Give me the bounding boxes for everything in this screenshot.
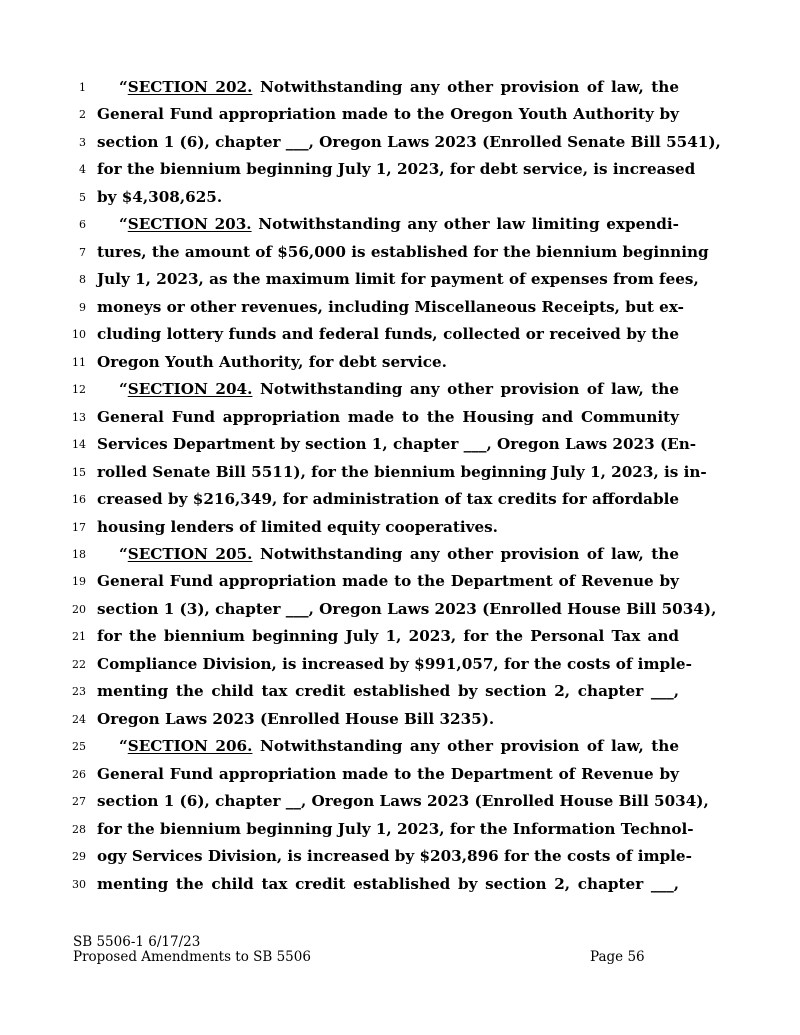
line-body: cluding lottery funds and federal funds, collected or received by the: [97, 325, 679, 344]
text-line: [0, 652, 800, 679]
text-line: [0, 734, 800, 761]
line-number: 21: [72, 630, 86, 644]
text-line: [0, 350, 800, 377]
line-text: [97, 844, 692, 868]
bill-version: SB 5506-1 6/17/23: [73, 934, 201, 950]
line-number: 8: [79, 273, 86, 287]
line-number: 12: [72, 383, 86, 397]
line-text: [97, 267, 699, 291]
text-line: [0, 75, 800, 102]
line-body: creased by $216,349, for administration of tax credits for affordable: [97, 490, 679, 509]
text-line: [0, 624, 800, 651]
text-line: [0, 322, 800, 349]
line-number: 9: [79, 300, 86, 314]
line-text: [97, 102, 679, 126]
line-number: 4: [79, 163, 86, 177]
line-text: [97, 597, 717, 621]
line-number: 24: [72, 712, 86, 726]
line-text: [97, 460, 707, 484]
line-body: for the biennium beginning July 1, 2023, for the Personal Tax and: [97, 627, 679, 646]
line-body: Services Department by section 1, chapter ___, Oregon Laws 2023 (En-: [97, 435, 697, 454]
open-quote: “: [119, 380, 128, 399]
line-body: housing lenders of limited equity cooperatives.: [97, 517, 498, 536]
line-number: 25: [72, 740, 86, 754]
line-body: Notwithstanding any other provision of law, the: [252, 78, 680, 96]
text-line: [0, 212, 800, 239]
line-number: 1: [79, 81, 86, 94]
line-number: 29: [72, 850, 86, 864]
line-text: [97, 515, 679, 539]
line-body: for the biennium beginning July 1, 2023, for the Information Technol-: [97, 819, 694, 838]
line-number: 26: [72, 767, 86, 781]
text-line: [0, 102, 800, 129]
text-line: [0, 240, 800, 267]
text-line: [0, 295, 800, 322]
text-line: [0, 157, 800, 184]
line-body: for the biennium beginning July 1, 2023, for debt service, is increased: [97, 160, 696, 179]
text-line: [0, 679, 800, 706]
line-body: Notwithstanding any other provision of law, the: [252, 737, 680, 756]
line-text: [97, 322, 679, 346]
line-body: July 1, 2023, as the maximum limit for payment of expenses from fees,: [97, 270, 699, 289]
page-footer: [73, 935, 663, 965]
text-line: [0, 569, 800, 596]
line-number: 10: [72, 328, 86, 342]
line-text: [97, 405, 679, 429]
text-line: [0, 185, 800, 212]
line-body: rolled Senate Bill 5511), for the biennium beginning July 1, 2023, is in-: [97, 462, 707, 481]
open-quote: “: [119, 215, 128, 234]
open-quote: “: [119, 544, 128, 563]
line-number: 2: [79, 108, 86, 122]
text-line: [0, 542, 800, 569]
line-number: 17: [72, 520, 86, 534]
line-number: 20: [72, 602, 86, 616]
line-text: [97, 817, 694, 841]
line-body: Compliance Division, is increased by $991,057, for the costs of imple-: [97, 654, 692, 673]
line-text: [97, 157, 696, 181]
line-body: Oregon Youth Authority, for debt service.: [97, 352, 447, 371]
line-body: by $4,308,625.: [97, 187, 223, 206]
line-number: 18: [72, 547, 86, 561]
text-line: [0, 872, 800, 899]
line-text: [97, 624, 679, 648]
line-body: General Fund appropriation made to the Department of Revenue by: [97, 572, 679, 591]
line-text: [119, 542, 679, 566]
line-number: 16: [72, 493, 86, 507]
line-number: 11: [72, 355, 86, 369]
bill-text: [0, 75, 800, 899]
text-line: [0, 707, 800, 734]
line-text: [119, 75, 679, 99]
section-heading: SECTION 204.: [127, 380, 253, 399]
text-line: [0, 789, 800, 816]
line-number: 6: [79, 218, 86, 232]
line-number: 22: [72, 657, 86, 671]
line-text: [97, 432, 697, 456]
line-number: 28: [72, 822, 86, 836]
line-number: 13: [72, 410, 86, 424]
line-number: 3: [79, 135, 86, 149]
line-text: [97, 185, 679, 209]
line-text: [119, 734, 679, 758]
line-body: ogy Services Division, is increased by $203,896 for the costs of imple-: [97, 847, 692, 866]
line-text: [97, 762, 679, 786]
open-quote: “: [119, 737, 128, 756]
line-body: section 1 (3), chapter ___, Oregon Laws 2023 (Enrolled House Bill 5034),: [97, 599, 717, 618]
line-body: section 1 (6), chapter ___, Oregon Laws 2023 (Enrolled Senate Bill 5541),: [97, 132, 721, 151]
amendment-description: Proposed Amendments to SB 5506: [73, 949, 311, 965]
line-body: General Fund appropriation made to the Oregon Youth Authority by: [97, 105, 679, 124]
line-text: [97, 350, 679, 374]
line-number: 15: [72, 465, 86, 479]
line-text: [97, 240, 709, 264]
text-line: [0, 130, 800, 157]
line-body: Oregon Laws 2023 (Enrolled House Bill 3235).: [97, 709, 495, 728]
line-number: 27: [72, 795, 86, 809]
line-body: tures, the amount of $56,000 is established for the biennium beginning: [97, 242, 709, 261]
section-heading: SECTION 202.: [127, 78, 253, 96]
line-text: [97, 569, 679, 593]
text-line: [0, 460, 800, 487]
text-line: [0, 762, 800, 789]
line-body: General Fund appropriation made to the Department of Revenue by: [97, 764, 679, 783]
line-number: 7: [79, 245, 86, 259]
line-text: [97, 652, 692, 676]
line-body: Notwithstanding any other provision of law, the: [252, 544, 680, 563]
page-number: Page 56: [590, 949, 645, 965]
line-body: menting the child tax credit established by section 2, chapter ___,: [97, 874, 679, 893]
line-text: [97, 487, 679, 511]
line-text: [97, 872, 679, 896]
line-text: [97, 789, 709, 813]
text-line: [0, 817, 800, 844]
line-number: 19: [72, 575, 86, 589]
text-line: [0, 267, 800, 294]
text-line: [0, 515, 800, 542]
line-body: Notwithstanding any other law limiting expendi-: [251, 215, 679, 234]
line-text: [97, 130, 721, 154]
line-number: 5: [79, 190, 86, 204]
line-body: Notwithstanding any other provision of law, the: [252, 380, 680, 399]
section-heading: SECTION 205.: [127, 544, 253, 563]
line-number: 30: [72, 877, 86, 891]
line-body: section 1 (6), chapter __, Oregon Laws 2023 (Enrolled House Bill 5034),: [97, 792, 709, 811]
line-text: [97, 295, 684, 319]
section-heading: SECTION 203.: [127, 215, 252, 234]
line-text: [119, 377, 679, 401]
line-body: moneys or other revenues, including Miscellaneous Receipts, but ex-: [97, 297, 684, 316]
line-text: [97, 679, 679, 703]
line-number: 14: [72, 438, 86, 452]
text-line: [0, 487, 800, 514]
text-line: [0, 432, 800, 459]
text-line: [0, 597, 800, 624]
text-line: [0, 377, 800, 404]
section-heading: SECTION 206.: [127, 737, 253, 756]
line-number: 23: [72, 685, 86, 699]
line-text: [97, 707, 679, 731]
text-line: [0, 844, 800, 871]
line-body: menting the child tax credit established by section 2, chapter ___,: [97, 682, 679, 701]
line-text: [119, 212, 679, 236]
text-line: [0, 405, 800, 432]
open-quote: “: [119, 78, 128, 96]
line-body: General Fund appropriation made to the Housing and Community: [97, 407, 679, 426]
